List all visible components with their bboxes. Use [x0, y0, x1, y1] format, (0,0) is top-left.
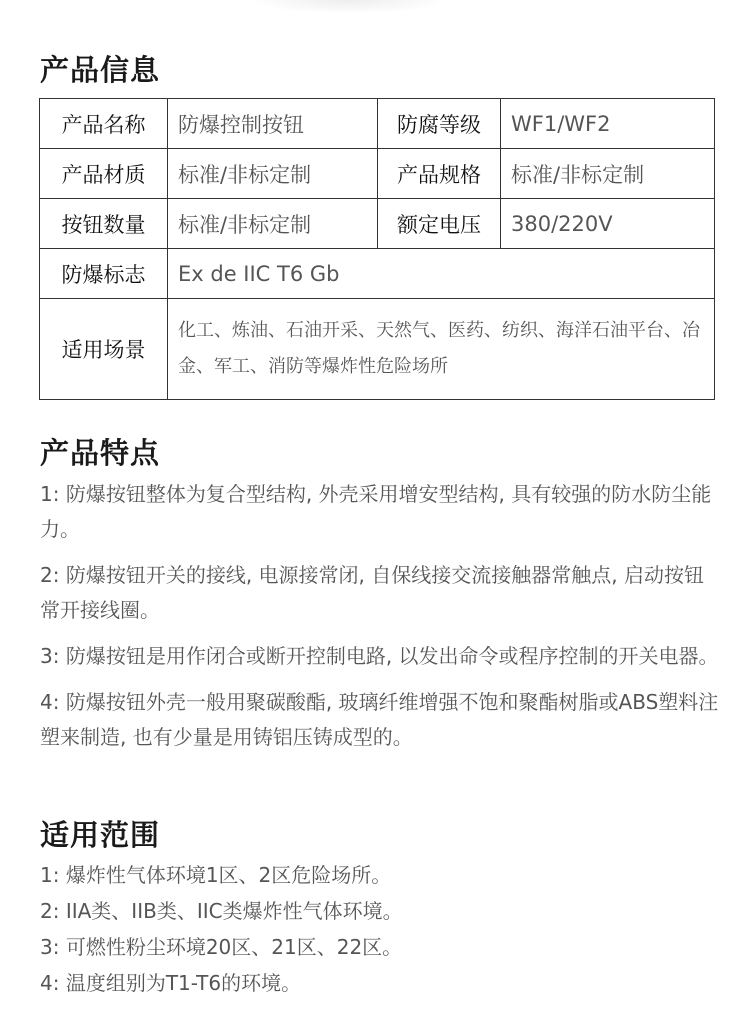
- top-shadow: [250, 0, 450, 14]
- spec-value: 标准/非标定制: [501, 149, 715, 199]
- usage-value: 化工、炼油、石油开采、天然气、医药、纺织、海洋石油平台、冶金、军工、消防等爆炸性危险场所: [168, 299, 715, 400]
- spec-value: 380/220V: [501, 199, 715, 249]
- spec-label: 产品材质: [40, 149, 168, 199]
- spec-value: 防爆控制按钮: [168, 99, 378, 149]
- spec-label: 产品名称: [40, 99, 168, 149]
- feature-item: 3: 防爆按钮是用作闭合或断开控制电路, 以发出命令或程序控制的开关电器。: [40, 644, 719, 668]
- scope-item: 4: 温度组别为T1-T6的环境。: [40, 971, 302, 995]
- scope-title: 适用范围: [40, 818, 161, 852]
- spec-label: 额定电压: [378, 199, 501, 249]
- spec-row: [40, 99, 715, 149]
- spec-value: 标准/非标定制: [168, 199, 378, 249]
- features-title: 产品特点: [40, 436, 161, 470]
- product-info-title: 产品信息: [40, 53, 161, 87]
- explosion-mark-value: Ex de IIC T6 Gb: [168, 249, 715, 299]
- spec-label: 防爆标志: [40, 249, 168, 299]
- spec-value: WF1/WF2: [501, 99, 715, 149]
- feature-item: 4: 防爆按钮外壳一般用聚碳酸酯, 玻璃纤维增强不饱和聚酯树脂或ABS塑料注塑来制造, 也有少量是用铸铝压铸成型的。: [40, 690, 719, 749]
- feature-item: 1: 防爆按钮整体为复合型结构, 外壳采用增安型结构, 具有较强的防水防尘能力。: [40, 482, 712, 541]
- feature-item: 2: 防爆按钮开关的接线, 电源接常闭, 自保线接交流接触器常触点, 启动按钮常开接线圈。: [40, 563, 704, 622]
- spec-row: [40, 149, 715, 199]
- spec-label: 按钮数量: [40, 199, 168, 249]
- features-list: [40, 477, 720, 766]
- scope-item: 2: IIA类、IIB类、IIC类爆炸性气体环境。: [40, 899, 403, 923]
- spec-value: 标准/非标定制: [168, 149, 378, 199]
- spec-row-usage: [40, 299, 715, 400]
- spec-label: 防腐等级: [378, 99, 501, 149]
- spec-row: [40, 199, 715, 249]
- scope-item: 3: 可燃性粉尘环境20区、21区、22区。: [40, 935, 403, 959]
- spec-label: 适用场景: [40, 299, 168, 400]
- spec-table: [39, 98, 715, 400]
- scope-item: 1: 爆炸性气体环境1区、2区危险场所。: [40, 863, 392, 887]
- spec-row-explosion-mark: [40, 249, 715, 299]
- spec-label: 产品规格: [378, 149, 501, 199]
- scope-list: [40, 857, 720, 1001]
